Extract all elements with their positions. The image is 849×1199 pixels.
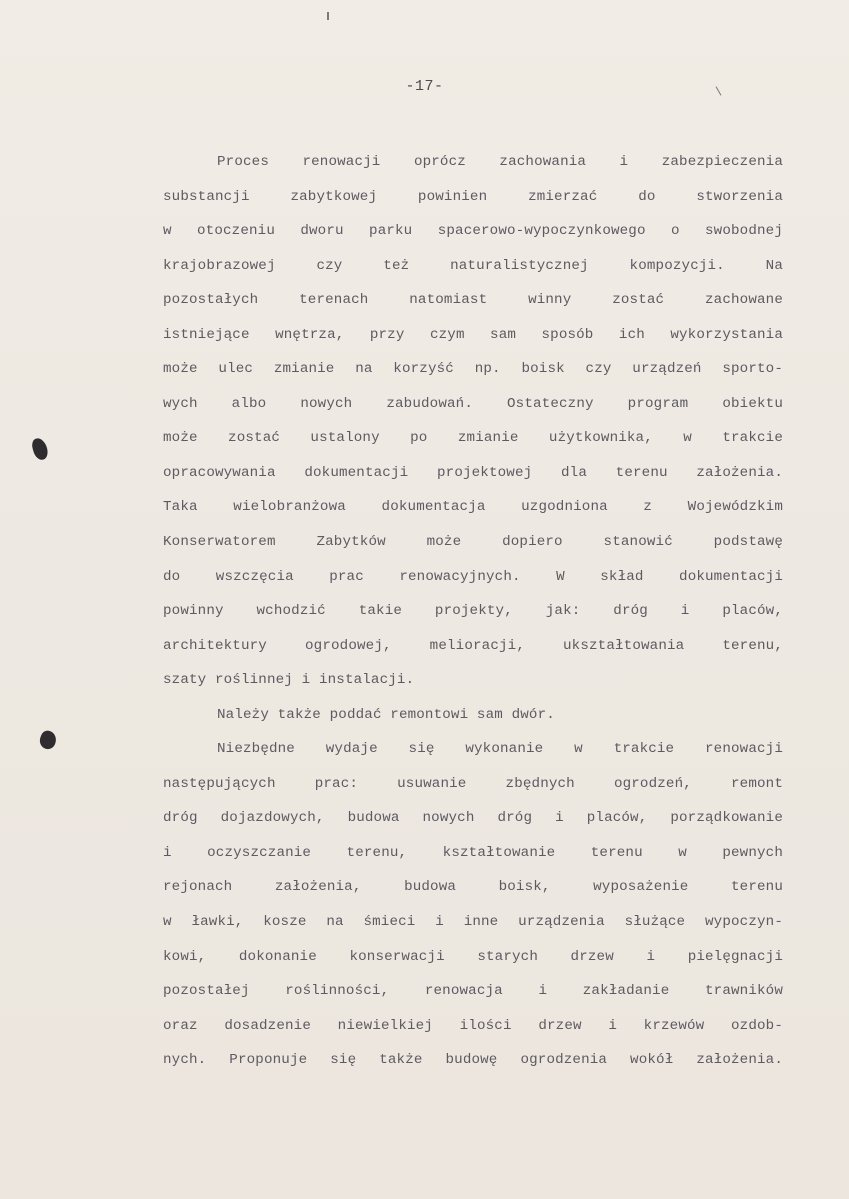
text-line: Należy także poddać remontowi sam dwór. <box>217 706 555 723</box>
text-line: wych albo nowych zabudowań. Ostateczny program obiektu <box>163 395 783 412</box>
text-line: następujących prac: usuwanie zbędnych ogrodzeń, remont <box>163 775 783 792</box>
text-line: rejonach założenia, budowa boisk, wyposażenie terenu <box>163 879 783 896</box>
paper-mark <box>327 12 329 20</box>
text-line: opracowywania dokumentacji projektowej dla terenu założenia. <box>163 464 783 481</box>
text-line: krajobrazowej czy też naturalistycznej kompozycji. Na <box>163 257 783 274</box>
punch-hole <box>37 729 58 751</box>
text-line: oraz dosadzenie niewielkiej ilości drzew i krzewów ozdob- <box>163 1017 783 1034</box>
text-line: szaty roślinnej i instalacji. <box>163 672 415 689</box>
text-line: kowi, dokonanie konserwacji starych drzew i pielęgnacji <box>163 948 783 965</box>
text-line: istniejące wnętrza, przy czym sam sposób ich wykorzystania <box>163 326 783 343</box>
page-number: -17- <box>405 78 444 95</box>
text-line: może ulec zmianie na korzyść np. boisk czy urządzeń sporto- <box>163 361 783 378</box>
text-line: Konserwatorem Zabytków może dopiero stanowić podstawę <box>163 534 783 551</box>
text-line: powinny wchodzić takie projekty, jak: dróg i placów, <box>163 603 783 620</box>
text-line: w otoczeniu dworu parku spacerowo-wypoczynkowego o swobodnej <box>163 223 783 240</box>
text-line: Niezbędne wydaje się wykonanie w trakcie renowacji <box>217 741 783 758</box>
text-line: Taka wielobranżowa dokumentacja uzgodniona z Wojewódzkim <box>163 499 783 516</box>
text-line: substancji zabytkowej powinien zmierzać do stworzenia <box>163 188 783 205</box>
text-line: Proces renowacji oprócz zachowania i zabezpieczenia <box>217 154 783 170</box>
punch-hole <box>30 437 49 462</box>
text-line: nych. Proponuje się także budowę ogrodzenia wokół założenia. <box>163 1052 783 1069</box>
text-line: w ławki, kosze na śmieci i inne urządzenia służące wypoczyn- <box>163 914 783 931</box>
body-text <box>163 145 783 1078</box>
text-line: dróg dojazdowych, budowa nowych dróg i placów, porządkowanie <box>163 810 783 827</box>
text-line: pozostałej roślinności, renowacja i zakładanie trawników <box>163 983 783 1000</box>
text-line: do wszczęcia prac renowacyjnych. W skład dokumentacji <box>163 568 783 585</box>
text-line: może zostać ustalony po zmianie użytkownika, w trakcie <box>163 430 783 447</box>
text-line: i oczyszczanie terenu, kształtowanie terenu w pewnych <box>163 844 783 861</box>
text-line: pozostałych terenach natomiast winny zostać zachowane <box>163 292 783 309</box>
text-line: architektury ogrodowej, melioracji, ukształtowania terenu, <box>163 637 783 654</box>
